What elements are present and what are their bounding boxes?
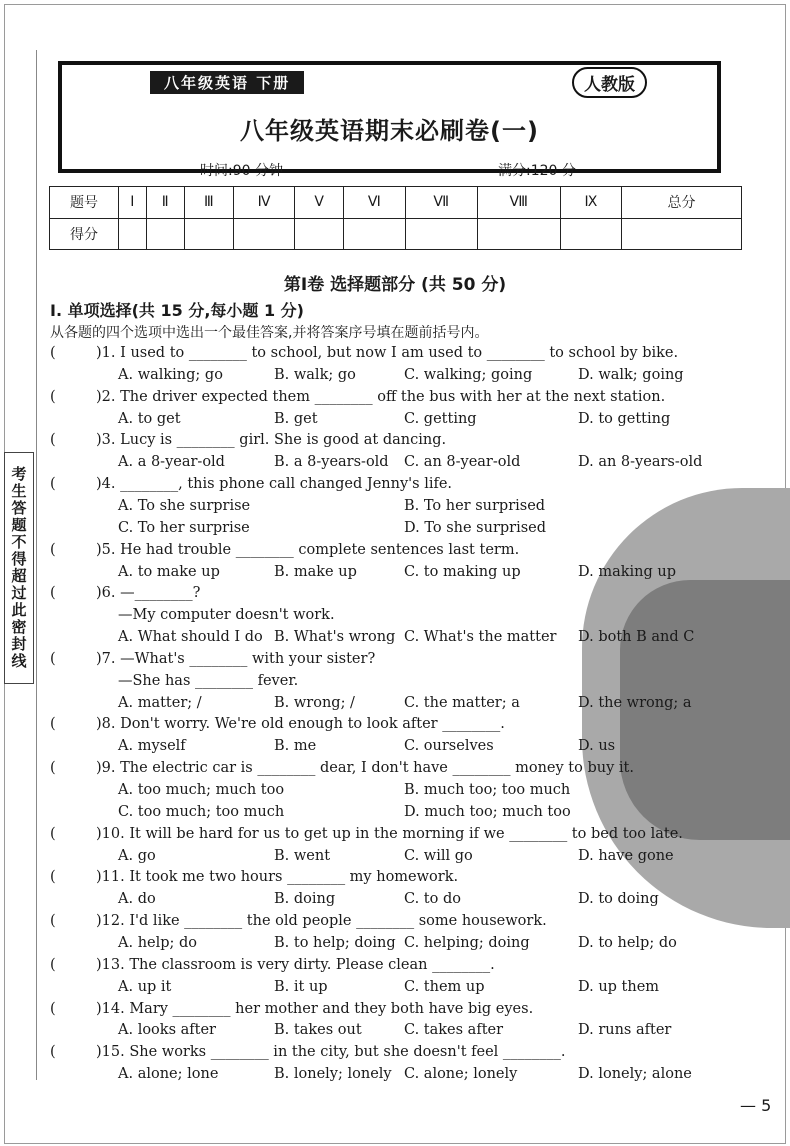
question-stem: [50, 342, 750, 364]
question-text: )14. Mary ________ her mother and they both have big eyes.: [96, 1000, 534, 1017]
full-score: 满分:120 分: [498, 163, 576, 179]
seal-line: [36, 50, 37, 1080]
option-c: C. the matter; a: [404, 694, 520, 711]
question-stem: [50, 648, 750, 670]
score-input-cell[interactable]: [622, 218, 742, 250]
answer-bracket[interactable]: (: [50, 913, 56, 930]
answer-bracket[interactable]: (: [50, 345, 56, 361]
part-title: Ⅰ. 单项选择(共 15 分,每小题 1 分): [50, 301, 304, 320]
option-b: B. takes out: [274, 1022, 362, 1039]
question-stem: [50, 866, 750, 888]
option-c: C. What's the matter: [404, 629, 557, 646]
option-b: B. get: [274, 410, 318, 427]
answer-bracket[interactable]: (: [50, 1044, 56, 1061]
option-c: C. helping; doing: [404, 934, 530, 951]
option-c: C. ourselves: [404, 738, 494, 755]
option-d: D. runs after: [578, 1022, 672, 1039]
option-c: C. walking; going: [404, 366, 533, 383]
option-a: A. go: [118, 847, 156, 864]
question-text: )5. He had trouble ________ complete sentences last term.: [96, 541, 520, 558]
score-table-cell: Ⅳ: [233, 187, 295, 219]
score-table-cell: Ⅷ: [477, 187, 560, 219]
option-d: D. have gone: [578, 847, 674, 864]
question-stem: [50, 954, 750, 976]
option-b: B. make up: [274, 563, 357, 580]
option-a: A. too much; much too: [118, 782, 285, 798]
option-b: B. walk; go: [274, 366, 356, 383]
score-table-cell: Ⅶ: [405, 187, 477, 219]
instruction: 从各题的四个选项中选出一个最佳答案,并将答案序号填在题前括号内。: [50, 325, 489, 341]
exam-header: [58, 61, 721, 173]
option-d: D. the wrong; a: [578, 694, 692, 711]
option-a: A. a 8-year-old: [118, 454, 225, 471]
option-b: B. much too; too much: [404, 782, 571, 798]
question-stem: [50, 429, 750, 451]
option-a: A. What should I do: [118, 629, 263, 646]
option-c: C. them up: [404, 978, 485, 995]
option-d: D. up them: [578, 978, 660, 995]
score-table-cell: Ⅴ: [295, 187, 344, 219]
option-d: D. walk; going: [578, 366, 684, 383]
question-stem: [50, 539, 750, 561]
option-a: A. help; do: [118, 934, 198, 951]
option-d: D. both B and C: [578, 629, 695, 646]
answer-bracket[interactable]: (: [50, 760, 56, 777]
answer-bracket[interactable]: (: [50, 825, 56, 842]
option-c: C. an 8-year-old: [404, 454, 521, 471]
option-d: D. To she surprised: [404, 519, 547, 536]
score-input-cell[interactable]: [477, 218, 560, 250]
option-c: C. getting: [404, 410, 477, 427]
option-a: A. up it: [118, 978, 172, 995]
answer-bracket[interactable]: (: [50, 1000, 56, 1017]
option-a: A. alone; lone: [118, 1066, 219, 1083]
option-c: C. to do: [404, 891, 461, 908]
option-b: B. to help; doing: [274, 934, 396, 951]
question-response: —She has ________ fever.: [118, 672, 299, 689]
answer-bracket[interactable]: (: [50, 956, 56, 973]
question-stem: [50, 713, 750, 735]
question-text: )4. ________, this phone call changed Jenny's life.: [96, 476, 453, 493]
option-d: D. to doing: [578, 891, 659, 908]
option-b: B. went: [274, 847, 331, 864]
question-stem: [50, 998, 750, 1020]
time-limit: 时间:90 分钟: [200, 163, 283, 179]
option-c: C. alone; lonely: [404, 1066, 518, 1083]
section-title: 第Ⅰ卷 选择题部分 (共 50 分): [283, 275, 507, 295]
question-text: )6. —________?: [96, 585, 201, 602]
score-input-cell[interactable]: [184, 218, 233, 250]
option-a: A. To she surprise: [118, 497, 251, 514]
score-table-cell: 总分: [622, 187, 742, 219]
option-a: A. walking; go: [118, 366, 223, 383]
question-stem: [50, 757, 750, 779]
answer-bracket[interactable]: (: [50, 476, 56, 493]
option-b: B. What's wrong: [274, 629, 396, 646]
question-text: )10. It will be hard for us to get up in the morning if we ________ to bed too late.: [96, 825, 683, 842]
option-b: B. me: [274, 738, 317, 755]
exam-title: 八年级英语期末必刷卷(一): [240, 117, 539, 145]
option-a: A. matter; /: [118, 694, 202, 711]
option-c: C. too much; too much: [118, 803, 285, 820]
score-input-cell[interactable]: [560, 218, 621, 250]
option-d: D. to getting: [578, 410, 671, 427]
answer-bracket[interactable]: (: [50, 541, 56, 558]
option-b: B. To her surprised: [404, 497, 546, 514]
question-text: )7. —What's ________ with your sister?: [96, 650, 376, 667]
option-b: B. wrong; /: [274, 694, 355, 711]
question-response: —My computer doesn't work.: [118, 607, 335, 624]
score-table-score-row: [50, 218, 742, 250]
option-b: B. lonely; lonely: [274, 1066, 392, 1083]
option-d: D. an 8-years-old: [578, 454, 703, 471]
seal-notice: 考生答题不得超过此密封线: [4, 452, 34, 684]
score-table-cell: Ⅸ: [560, 187, 621, 219]
score-table-cell: 得分: [50, 218, 119, 250]
option-c: C. to making up: [404, 563, 521, 580]
answer-bracket[interactable]: (: [50, 585, 56, 602]
option-d: D. much too; much too: [404, 803, 571, 820]
option-b: B. a 8-years-old: [274, 454, 389, 471]
option-a: A. to make up: [118, 563, 220, 580]
score-input-cell[interactable]: [146, 218, 184, 250]
answer-bracket[interactable]: (: [50, 650, 56, 667]
option-b: B. doing: [274, 891, 336, 908]
question-text: )11. It took me two hours ________ my homework.: [96, 869, 459, 886]
option-c: C. takes after: [404, 1022, 504, 1039]
score-table-cell: 题号: [50, 187, 119, 219]
score-table-cell: Ⅱ: [146, 187, 184, 219]
option-a: A. to get: [118, 410, 181, 427]
option-c: C. To her surprise: [118, 519, 250, 536]
question-text: )9. The electric car is ________ dear, I don't have ________ money to buy it.: [96, 760, 634, 777]
question-text: )13. The classroom is very dirty. Please clean ________.: [96, 956, 495, 973]
question-text: )2. The driver expected them ________ off the bus with her at the next station.: [96, 388, 666, 405]
question-stem: [50, 473, 750, 495]
page-number: — 5: [740, 1096, 772, 1115]
answer-bracket[interactable]: (: [50, 869, 56, 886]
score-input-cell[interactable]: [295, 218, 344, 250]
option-b: B. it up: [274, 978, 328, 995]
score-table-cell: Ⅰ: [119, 187, 147, 219]
score-input-cell[interactable]: [119, 218, 147, 250]
score-input-cell[interactable]: [344, 218, 406, 250]
question-text: )12. I'd like ________ the old people ________ some housework.: [96, 913, 547, 930]
option-a: A. looks after: [118, 1022, 216, 1039]
question-stem: [50, 1041, 750, 1063]
question-text: )3. Lucy is ________ girl. She is good at dancing.: [96, 432, 447, 449]
question-text: )8. Don't worry. We're old enough to look after ________.: [96, 716, 505, 733]
edition-badge: 人教版: [572, 67, 647, 98]
score-table-cell: Ⅲ: [184, 187, 233, 219]
score-table-cell: Ⅵ: [344, 187, 406, 219]
option-d: D. lonely; alone: [578, 1066, 692, 1083]
answer-bracket[interactable]: (: [50, 388, 56, 405]
option-d: D. making up: [578, 563, 676, 580]
option-d: D. to help; do: [578, 934, 677, 951]
question-stem: [50, 582, 750, 604]
question-stem: [50, 910, 750, 932]
grade-tag: 八年级英语 下册: [150, 71, 304, 94]
answer-bracket[interactable]: (: [50, 432, 56, 449]
answer-bracket[interactable]: (: [50, 716, 56, 733]
question-text: )15. She works ________ in the city, but she doesn't feel ________.: [96, 1044, 566, 1061]
option-a: A. do: [118, 891, 156, 908]
option-a: A. myself: [118, 738, 186, 755]
score-table: [49, 186, 742, 250]
option-d: D. us: [578, 738, 616, 755]
score-input-cell[interactable]: [405, 218, 477, 250]
option-c: C. will go: [404, 847, 473, 864]
score-table-header-row: [50, 187, 742, 219]
question-stem: [50, 823, 750, 845]
score-input-cell[interactable]: [233, 218, 295, 250]
question-stem: [50, 386, 750, 408]
question-text: )1. I used to ________ to school, but now I am used to ________ to school by bike.: [96, 345, 679, 361]
